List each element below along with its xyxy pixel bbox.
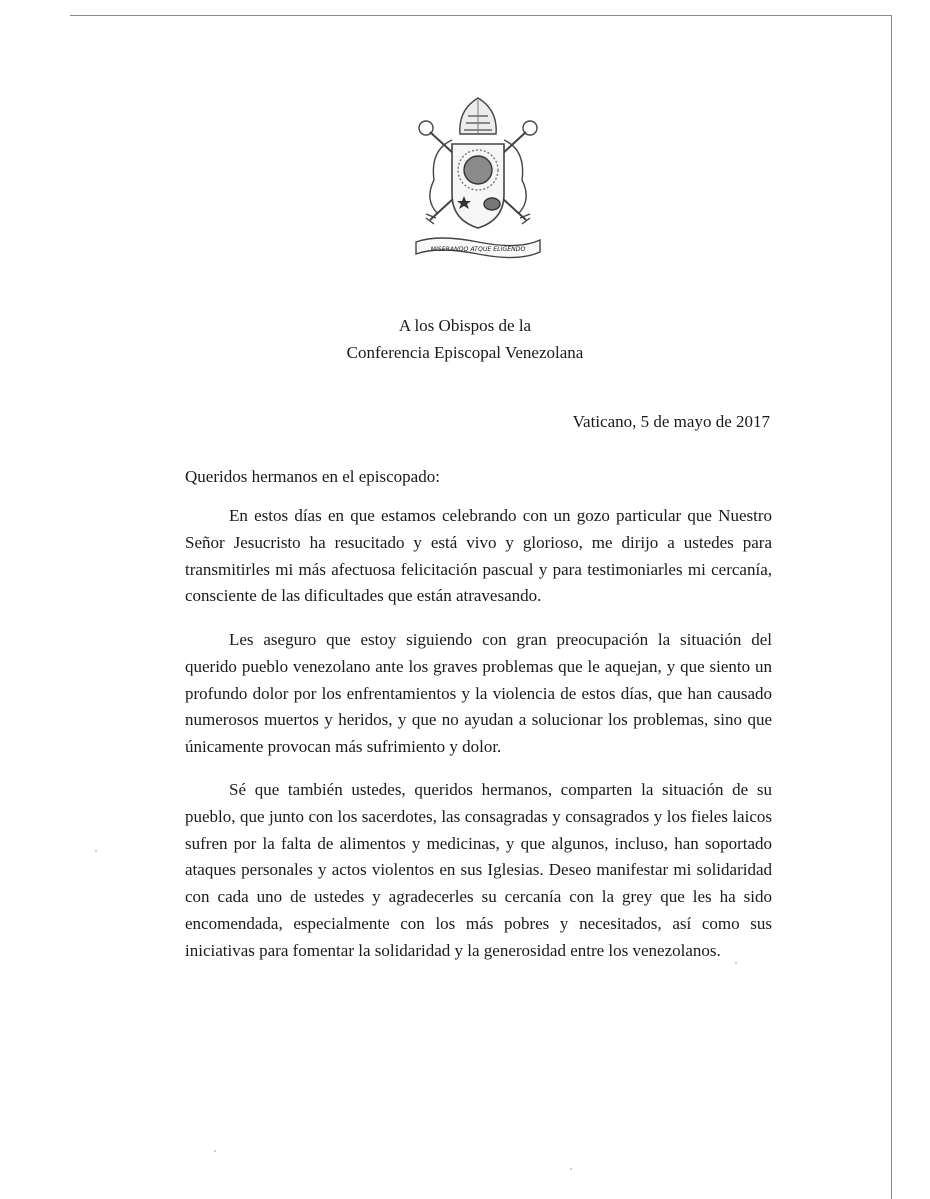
addressee-block <box>0 312 930 366</box>
paragraph-text: Les aseguro que estoy siguiendo con gran preocupación la situación del querido pueblo venezolano ante los graves problemas que le aquejan, y que siento un profundo dolor por los enfrentamientos y la violencia de estos días, que han causado numerosos muertos y heridos, y que no ayudan a solucionar los problemas, sino que únicamente provocan más sufrimiento y dolor. <box>185 630 772 757</box>
paragraph-text: Sé que también ustedes, queridos hermanos, comparten la situación de su pueblo, que junto con los sacerdotes, las consagradas y consagrados y los fieles laicos sufren por la falta de alimentos y medicinas, y que algunos, incluso, han soportado ataques personales y actos violentos en sus Iglesias. Deseo manifestar mi solidaridad con cada uno de ustedes y agradecerles su cercanía con la grey que les ha sido encomendada, especialmente con los más pobres y necesitados, así como sus iniciativas para fomentar la solidaridad y la generosidad entre los venezolanos. <box>185 780 772 960</box>
salutation: Queridos hermanos en el episcopado: <box>185 467 440 486</box>
scan-speck <box>214 1150 216 1152</box>
svg-text:MISERANDO ATQUE ELIGENDO: MISERANDO ATQUE ELIGENDO <box>430 246 526 253</box>
addressee-line-1: A los Obispos de la <box>398 316 532 335</box>
scan-edge-right <box>891 15 892 1199</box>
addressee-line-2: Conferencia Episcopal Venezolana <box>346 343 584 362</box>
papal-coat-of-arms <box>408 92 548 264</box>
scan-speck <box>95 850 97 852</box>
body-paragraph <box>185 503 772 610</box>
body-paragraph <box>185 627 772 761</box>
paragraph-text: En estos días en que estamos celebrando con un gozo particular que Nuestro Señor Jesucristo ha resucitado y está vivo y glorioso, me dirijo a ustedes para transmitirles mi más afectuosa felicitación pascual y para testimoniarles mi cercanía, consciente de las dificultades que están atravesando. <box>185 506 772 606</box>
scan-speck <box>570 1168 572 1170</box>
scan-edge-top <box>70 15 892 16</box>
letter-date: Vaticano, 5 de mayo de 2017 <box>572 412 770 431</box>
coat-of-arms-icon <box>408 92 548 264</box>
body-paragraph <box>185 777 772 965</box>
